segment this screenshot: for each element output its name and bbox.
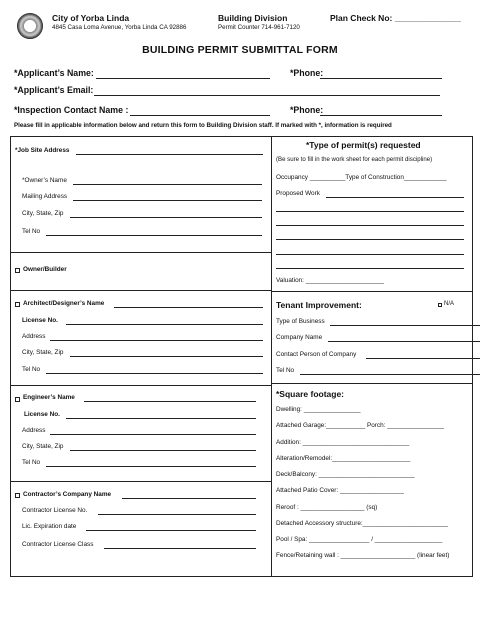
- owner-builder-label: Owner/Builder: [23, 266, 67, 273]
- tenant-tel-field[interactable]: [300, 374, 480, 375]
- row-divider: [10, 290, 271, 291]
- deck-balcony-field[interactable]: Deck/Balcony: ___________________________: [276, 471, 415, 478]
- instructions-note: Please fill in applicable information below and return this form to Building Division staff. If marked with *, information is required: [14, 122, 392, 129]
- job-tel-label: Tel No: [22, 228, 41, 235]
- license-expiration-field[interactable]: [86, 530, 256, 531]
- applicant-email-label: *Applicant’s Email:: [14, 85, 94, 95]
- contractor-field[interactable]: [122, 498, 256, 499]
- job-site-field[interactable]: [76, 154, 263, 155]
- city-seal-icon: [17, 13, 43, 39]
- architect-tel-field[interactable]: [46, 373, 263, 374]
- permit-type-title: *Type of permit(s) requested: [306, 140, 421, 150]
- contact-person-field[interactable]: [366, 358, 480, 359]
- contractor-license-field[interactable]: [98, 514, 256, 515]
- engineer-tel-label: Tel No: [22, 459, 41, 466]
- proposed-work-label: Proposed Work: [276, 190, 320, 197]
- detached-structure-field[interactable]: Detached Accessory structure:________________________: [276, 520, 448, 527]
- job-tel-field[interactable]: [46, 235, 262, 236]
- company-name-label: Company Name: [276, 334, 323, 341]
- architect-checkbox[interactable]: [15, 302, 20, 307]
- proposed-work-line[interactable]: [276, 268, 464, 269]
- engineer-field[interactable]: [84, 401, 256, 402]
- architect-address-label: Address: [22, 333, 46, 340]
- mailing-address-field[interactable]: [73, 200, 262, 201]
- owner-builder-checkbox[interactable]: [15, 268, 20, 273]
- job-site-label: *Job Site Address: [15, 147, 70, 154]
- architect-field[interactable]: [114, 307, 263, 308]
- patio-cover-field[interactable]: Attached Patio Cover: __________________: [276, 487, 404, 494]
- engineer-city-field[interactable]: [70, 450, 256, 451]
- contractor-license-label: Contractor License No.: [22, 507, 88, 514]
- row-divider: [10, 252, 271, 253]
- city-address: 4845 Casa Loma Avenue, Yorba Linda CA 92886: [52, 24, 187, 31]
- engineer-address-field[interactable]: [50, 434, 256, 435]
- engineer-label: Engineer’s Name: [23, 394, 75, 401]
- architect-license-label: License No.: [22, 317, 58, 324]
- permit-counter: Permit Counter 714-961-7120: [218, 24, 300, 31]
- square-footage-title: *Square footage:: [276, 389, 345, 399]
- architect-city-label: City, State, Zip: [22, 349, 64, 356]
- city-name: City of Yorba Linda: [52, 13, 130, 23]
- job-city-field[interactable]: [70, 217, 262, 218]
- architect-address-field[interactable]: [50, 340, 263, 341]
- license-class-label: Contractor License Class: [22, 541, 94, 548]
- license-expiration-label: Lic. Expiration date: [22, 523, 77, 530]
- fence-wall-field[interactable]: Fence/Retaining wall : _____________________ (linear feet): [276, 552, 450, 559]
- contractor-checkbox[interactable]: [15, 493, 20, 498]
- architect-city-field[interactable]: [70, 356, 263, 357]
- owner-name-label: *Owner’s Name: [22, 177, 67, 184]
- garage-porch-field[interactable]: Attached Garage:___________ Porch: ________________: [276, 422, 445, 429]
- reroof-field[interactable]: Reroof : __________________ (sq): [276, 504, 378, 511]
- form-title: BUILDING PERMIT SUBMITTAL FORM: [142, 44, 338, 56]
- business-type-field[interactable]: [330, 325, 480, 326]
- applicant-email-field[interactable]: [94, 95, 440, 96]
- division-name: Building Division: [218, 13, 288, 23]
- architect-license-field[interactable]: [66, 324, 263, 325]
- tenant-improvement-title: Tenant Improvement:: [276, 300, 362, 310]
- na-checkbox[interactable]: [438, 303, 442, 307]
- inspection-contact-field[interactable]: [130, 115, 270, 116]
- phone-field[interactable]: [320, 78, 442, 79]
- pool-spa-field[interactable]: Pool / Spa: _________________ / ___________________: [276, 536, 443, 543]
- addition-field[interactable]: Addition: ______________________________: [276, 439, 410, 446]
- applicant-name-label: *Applicant’s Name:: [14, 68, 94, 78]
- engineer-license-field[interactable]: [66, 418, 256, 419]
- business-type-label: Type of Business: [276, 318, 325, 325]
- owner-name-field[interactable]: [73, 184, 262, 185]
- engineer-checkbox[interactable]: [15, 397, 20, 402]
- engineer-license-label: License No.: [24, 411, 60, 418]
- engineer-address-label: Address: [22, 427, 46, 434]
- tenant-tel-label: Tel No: [276, 367, 295, 374]
- phone2-label: *Phone:: [290, 105, 324, 115]
- row-divider: [10, 481, 271, 482]
- permit-type-note: (Be sure to fill in the work sheet for each permit discipline): [276, 156, 433, 163]
- dwelling-field[interactable]: Dwelling: ________________: [276, 406, 361, 413]
- engineer-tel-field[interactable]: [46, 466, 256, 467]
- inspection-contact-label: *Inspection Contact Name :: [14, 105, 129, 115]
- proposed-work-line[interactable]: [276, 225, 464, 226]
- na-label: N/A: [444, 301, 455, 307]
- contractor-label: Contractor’s Company Name: [23, 491, 112, 498]
- column-divider: [271, 136, 272, 577]
- proposed-work-field[interactable]: [326, 197, 464, 198]
- row-divider: [271, 291, 473, 292]
- proposed-work-line[interactable]: [276, 254, 464, 255]
- mailing-address-label: Mailing Address: [22, 193, 68, 200]
- valuation-field[interactable]: Valuation: ______________________: [276, 277, 384, 284]
- alteration-field[interactable]: Alteration/Remodel:______________________: [276, 455, 411, 462]
- proposed-work-line[interactable]: [276, 239, 464, 240]
- row-divider: [271, 383, 473, 384]
- proposed-work-line[interactable]: [276, 211, 464, 212]
- license-class-field[interactable]: [104, 548, 256, 549]
- phone-label: *Phone:: [290, 68, 324, 78]
- architect-label: Architect/Designer’s Name: [23, 300, 105, 307]
- job-city-label: City, State, Zip: [22, 210, 64, 217]
- plan-check-field[interactable]: Plan Check No: ______________: [330, 13, 461, 23]
- architect-tel-label: Tel No: [22, 366, 41, 373]
- row-divider: [10, 385, 271, 386]
- engineer-city-label: City, State, Zip: [22, 443, 64, 450]
- contact-person-label: Contact Person of Company: [276, 351, 357, 358]
- company-name-field[interactable]: [328, 341, 480, 342]
- applicant-name-field[interactable]: [96, 78, 270, 79]
- phone2-field[interactable]: [320, 115, 442, 116]
- occupancy-field[interactable]: Occupancy __________Type of Construction____________: [276, 174, 447, 181]
